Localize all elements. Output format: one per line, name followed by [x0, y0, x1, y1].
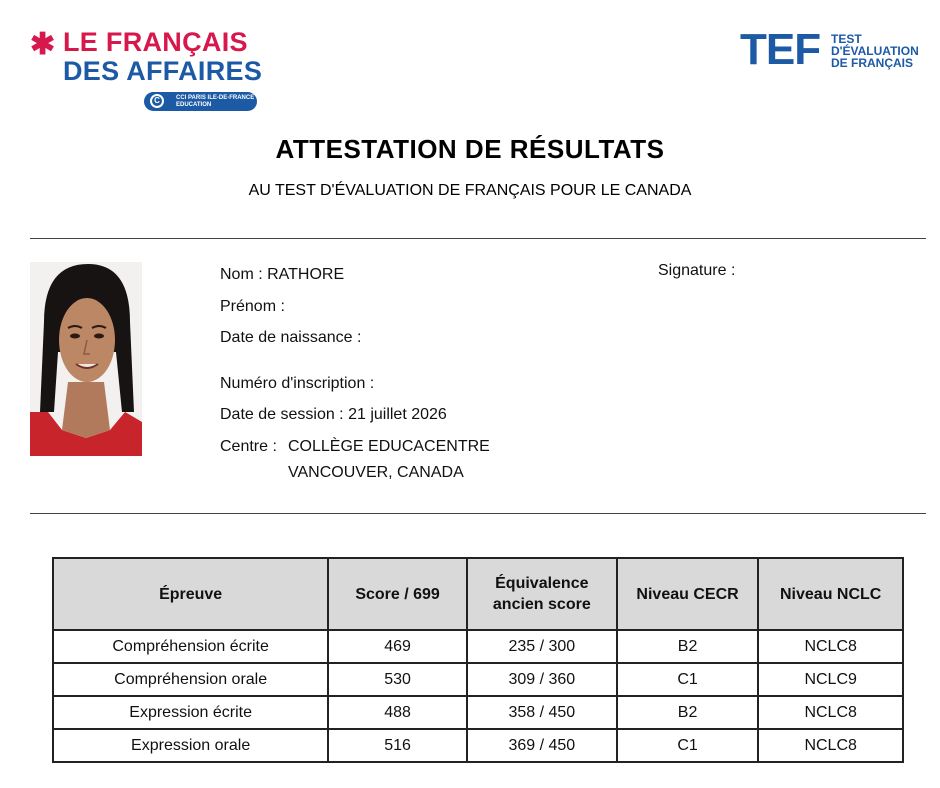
cell-nclc: NCLC8	[758, 630, 903, 663]
results-table	[52, 557, 904, 763]
header-score: Score / 699	[328, 558, 467, 630]
candidate-photo	[30, 262, 142, 456]
table-row	[53, 729, 903, 762]
divider-bottom	[30, 513, 926, 514]
field-nom: Nom : RATHORE	[220, 266, 345, 283]
field-numero-inscription: Numéro d'inscription :	[220, 375, 375, 392]
logo-line-1: LE FRANÇAIS	[63, 27, 248, 57]
field-centre-line-1: COLLÈGE EDUCACENTRE	[288, 438, 490, 455]
tef-logo-text	[831, 33, 919, 69]
field-signature: Signature :	[658, 262, 736, 279]
tef-logo: TEF	[740, 25, 821, 74]
cell-nclc: NCLC8	[758, 729, 903, 762]
document-title: ATTESTATION DE RÉSULTATS	[275, 134, 665, 164]
document-subtitle: AU TEST D'ÉVALUATION DE FRANÇAIS POUR LE CANADA	[248, 182, 692, 199]
logo-line-2: DES AFFAIRES	[63, 56, 263, 86]
cell-nclc: NCLC9	[758, 663, 903, 696]
cell-score: 516	[328, 729, 467, 762]
cell-cecr: C1	[617, 663, 759, 696]
table-row	[53, 630, 903, 663]
cell-nclc: NCLC8	[758, 696, 903, 729]
tef-logo-line-2: D'ÉVALUATION	[831, 44, 919, 58]
cell-epreuve: Compréhension écrite	[53, 630, 328, 663]
field-date-session: Date de session : 21 juillet 2026	[220, 406, 447, 423]
header-equivalence-text: Équivalence ancien score	[492, 575, 591, 613]
cci-badge-line-1: CCI PARIS ILE-DE-FRANCE	[176, 95, 255, 101]
cci-logo-icon: C	[150, 94, 164, 108]
cell-equivalence: 358 / 450	[467, 696, 617, 729]
field-prenom: Prénom :	[220, 298, 285, 315]
cell-equivalence: 309 / 360	[467, 663, 617, 696]
cell-score: 469	[328, 630, 467, 663]
divider-top	[30, 238, 926, 239]
cell-equivalence: 235 / 300	[467, 630, 617, 663]
field-centre-line-2: VANCOUVER, CANADA	[288, 464, 464, 481]
asterisk-logo-icon: ✱	[30, 28, 56, 61]
tef-logo-line-3: DE FRANÇAIS	[831, 56, 914, 70]
cell-epreuve: Expression orale	[53, 729, 328, 762]
field-date-naissance: Date de naissance :	[220, 329, 362, 346]
tef-logo-line-1: TEST	[831, 32, 862, 46]
cci-badge-line-2: EDUCATION	[176, 102, 212, 108]
cell-epreuve: Expression écrite	[53, 696, 328, 729]
cell-equivalence: 369 / 450	[467, 729, 617, 762]
cell-score: 530	[328, 663, 467, 696]
cell-cecr: B2	[617, 696, 759, 729]
header-epreuve: Épreuve	[53, 558, 328, 630]
header-niveau-nclc: Niveau NCLC	[758, 558, 903, 630]
cell-cecr: C1	[617, 729, 759, 762]
table-row	[53, 663, 903, 696]
field-centre-label: Centre :	[220, 438, 277, 455]
cell-epreuve: Compréhension orale	[53, 663, 328, 696]
portrait-image	[30, 262, 142, 456]
cell-cecr: B2	[617, 630, 759, 663]
header-niveau-cecr: Niveau CECR	[617, 558, 759, 630]
header-equivalence	[467, 558, 617, 630]
cell-score: 488	[328, 696, 467, 729]
table-header-row	[53, 558, 903, 630]
table-row	[53, 696, 903, 729]
